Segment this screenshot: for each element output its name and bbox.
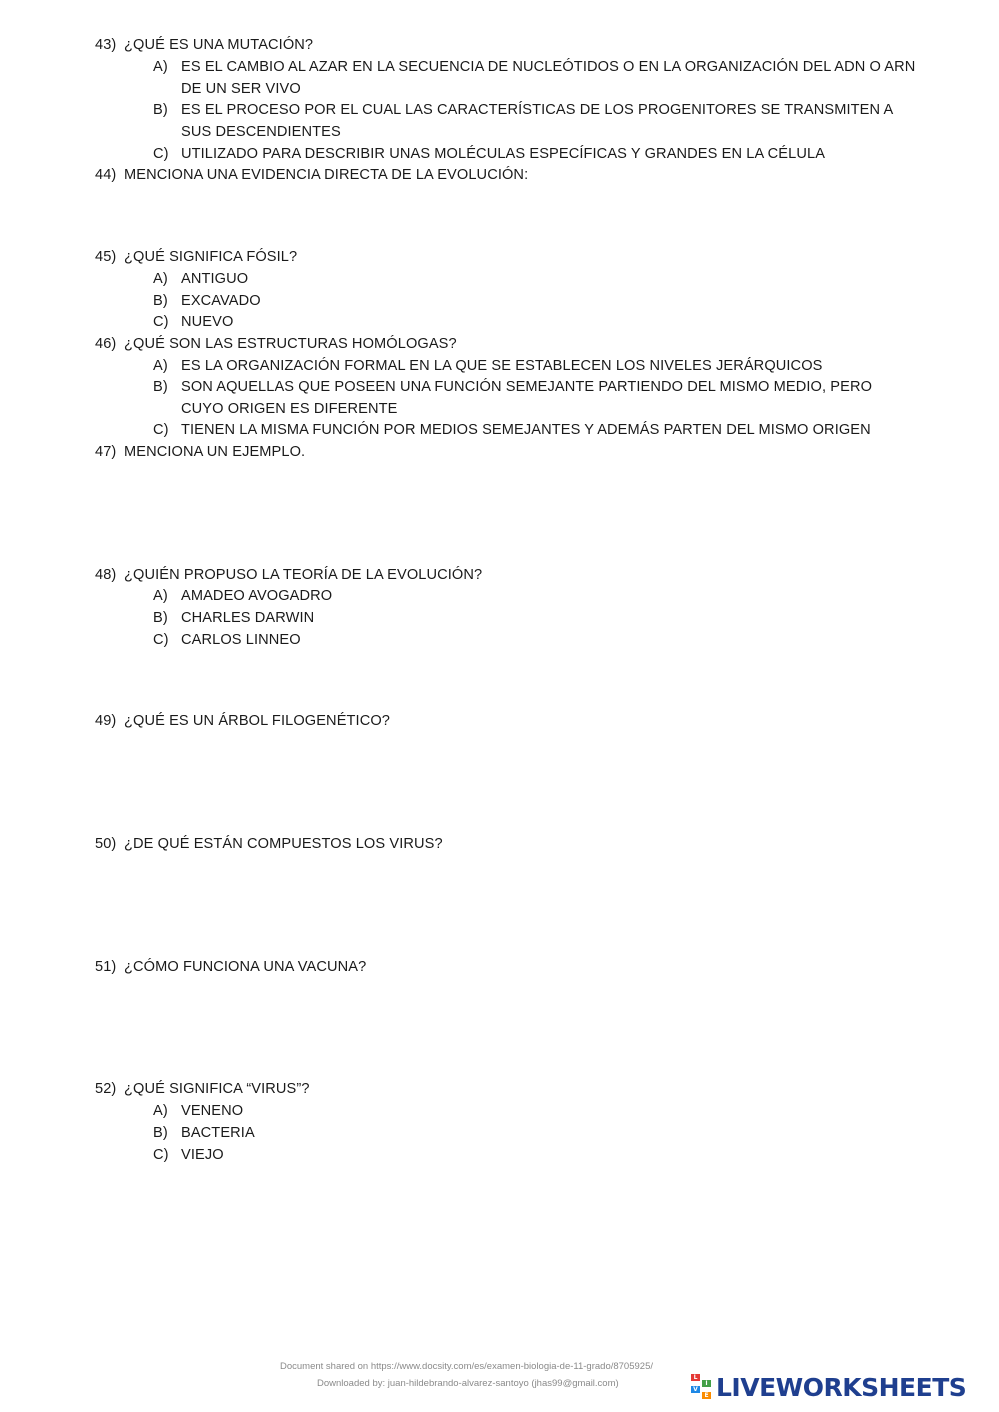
question-45 (95, 246, 297, 268)
option-45-b (153, 290, 943, 312)
question-text: ¿QUÉ SIGNIFICA “VIRUS”? (124, 1081, 310, 1097)
question-number: 49) (95, 713, 117, 729)
question-text: ¿CÓMO FUNCIONA UNA VACUNA? (124, 959, 367, 975)
option-text: UTILIZADO PARA DESCRIBIR UNAS MOLÉCULAS ESPECÍFICAS Y GRANDES EN LA CÉLULA (181, 146, 826, 162)
option-text: ES EL PROCESO POR EL CUAL LAS CARACTERÍSTICAS DE LOS PROGENITORES SE TRANSMITEN A SUS DESCENDIENTES (181, 102, 893, 140)
option-46-b (153, 376, 943, 420)
option-label: A) (153, 1103, 168, 1119)
option-label: A) (153, 358, 168, 374)
option-text: VIEJO (181, 1147, 224, 1163)
question-44 (95, 164, 528, 186)
option-label: A) (153, 59, 168, 75)
option-text: AMADEO AVOGADRO (181, 588, 333, 604)
option-label: C) (153, 146, 169, 162)
question-text: ¿QUÉ ES UNA MUTACIÓN? (124, 37, 314, 53)
option-45-a (153, 268, 943, 290)
option-text: CARLOS LINNEO (181, 632, 301, 648)
question-number: 48) (95, 567, 117, 583)
option-48-a (153, 585, 943, 607)
option-52-a (153, 1100, 943, 1122)
option-label: C) (153, 1147, 169, 1163)
logo-tiles-icon (691, 1374, 713, 1400)
question-text: MENCIONA UN EJEMPLO. (124, 444, 306, 460)
question-number: 52) (95, 1081, 117, 1097)
question-51 (95, 956, 366, 978)
question-text: ¿QUÉ SON LAS ESTRUCTURAS HOMÓLOGAS? (124, 336, 457, 352)
option-label: A) (153, 271, 168, 287)
question-number: 46) (95, 336, 117, 352)
question-47 (95, 441, 305, 463)
question-46 (95, 333, 457, 355)
footer-shared-text: Document shared on https://www.docsity.com/es/examen-biologia-de-11-grado/8705925/ (280, 1361, 653, 1372)
question-43 (95, 34, 313, 56)
option-45-c (153, 311, 943, 333)
question-text: ¿DE QUÉ ESTÁN COMPUESTOS LOS VIRUS? (124, 836, 443, 852)
option-label: C) (153, 632, 169, 648)
question-49 (95, 710, 390, 732)
liveworksheets-logo (691, 1373, 966, 1401)
option-43-b (153, 99, 943, 143)
option-48-c (153, 629, 943, 651)
question-number: 45) (95, 249, 117, 265)
option-46-c (153, 419, 943, 441)
option-label: B) (153, 102, 168, 118)
option-text: ES EL CAMBIO AL AZAR EN LA SECUENCIA DE NUCLEÓTIDOS O EN LA ORGANIZACIÓN DEL ADN O ARN DE UN SER VIVO (181, 59, 916, 97)
option-label: B) (153, 293, 168, 309)
question-number: 43) (95, 37, 117, 53)
option-46-a (153, 355, 943, 377)
option-52-b (153, 1122, 943, 1144)
question-number: 47) (95, 444, 117, 460)
question-number: 44) (95, 167, 117, 183)
option-text: BACTERIA (181, 1125, 255, 1141)
question-text: MENCIONA UNA EVIDENCIA DIRECTA DE LA EVOLUCIÓN: (124, 167, 529, 183)
question-text: ¿QUÉ SIGNIFICA FÓSIL? (124, 249, 298, 265)
option-text: TIENEN LA MISMA FUNCIÓN POR MEDIOS SEMEJANTES Y ADEMÁS PARTEN DEL MISMO ORIGEN (181, 422, 871, 438)
option-text: ANTIGUO (181, 271, 249, 287)
option-52-c (153, 1144, 943, 1166)
option-text: EXCAVADO (181, 293, 261, 309)
logo-tile-e: E (702, 1392, 711, 1399)
option-text: NUEVO (181, 314, 234, 330)
question-number: 51) (95, 959, 117, 975)
option-label: B) (153, 379, 168, 395)
option-label: C) (153, 422, 169, 438)
option-label: C) (153, 314, 169, 330)
option-text: VENENO (181, 1103, 244, 1119)
option-label: A) (153, 588, 168, 604)
option-text: SON AQUELLAS QUE POSEEN UNA FUNCIÓN SEMEJANTE PARTIENDO DEL MISMO MEDIO, PERO CUYO ORIGEN ES DIFERENTE (181, 379, 873, 417)
option-43-c (153, 143, 943, 165)
logo-tile-i: I (702, 1380, 711, 1387)
option-text: ES LA ORGANIZACIÓN FORMAL EN LA QUE SE ESTABLECEN LOS NIVELES JERÁRQUICOS (181, 358, 823, 374)
logo-tile-v: V (691, 1386, 700, 1393)
question-text: ¿QUÉ ES UN ÁRBOL FILOGENÉTICO? (124, 713, 391, 729)
question-52 (95, 1078, 310, 1100)
option-43-a (153, 56, 943, 100)
question-48 (95, 564, 482, 586)
question-50 (95, 833, 443, 855)
footer-downloaded-text: Downloaded by: juan-hildebrando-alvarez-santoyo (jhas99@gmail.com) (317, 1378, 619, 1389)
question-text: ¿QUIÉN PROPUSO LA TEORÍA DE LA EVOLUCIÓN? (124, 567, 483, 583)
question-number: 50) (95, 836, 117, 852)
option-48-b (153, 607, 943, 629)
option-text: CHARLES DARWIN (181, 610, 315, 626)
logo-brand-text: LIVEWORKSHEETS (716, 1372, 967, 1402)
option-label: B) (153, 1125, 168, 1141)
logo-tile-l: L (691, 1374, 700, 1381)
option-label: B) (153, 610, 168, 626)
